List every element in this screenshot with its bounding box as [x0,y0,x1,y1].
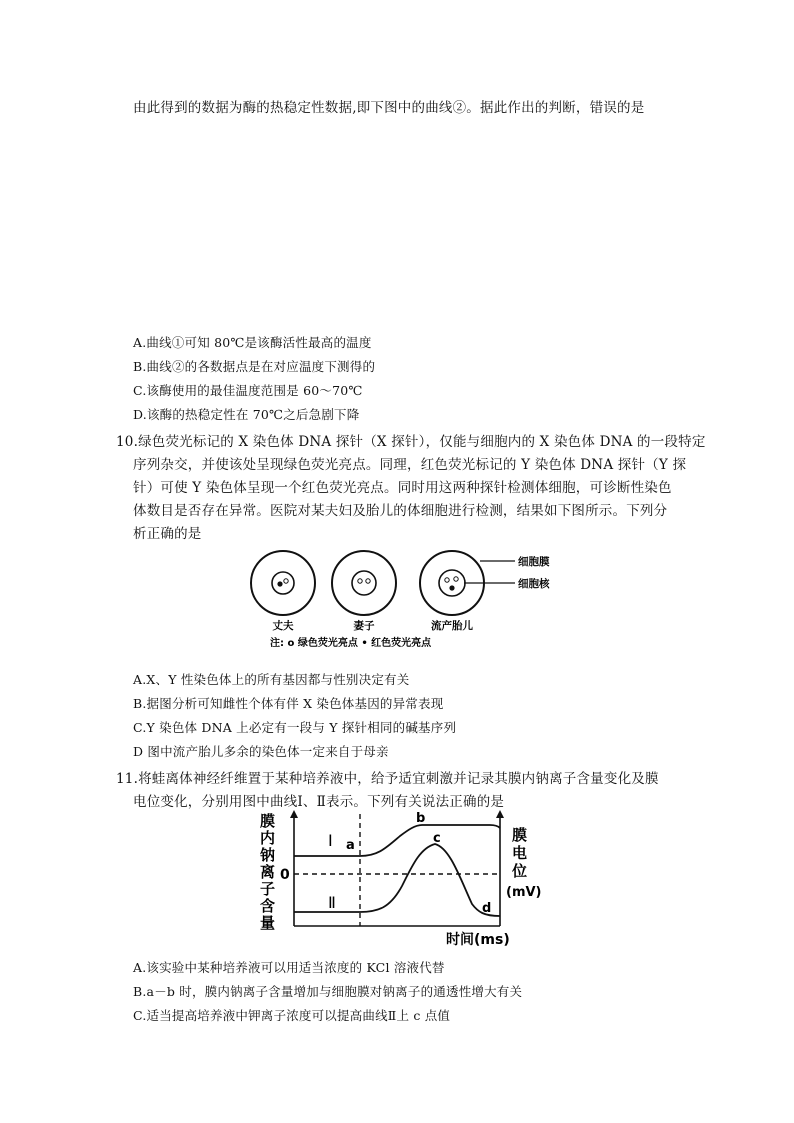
point-a-label: a [346,838,355,853]
svg-text:位: 位 [512,862,528,880]
q10-stem-line: 10.绿色荧光标记的 X 染色体 DNA 探针（X 探针），仅能与细胞内的 X 染色体 DNA 的一段特定 [116,434,706,450]
svg-text:膜: 膜 [260,812,276,830]
q11-option-a: A.该实验中某种培养液可以用适当浓度的 KCl 溶液代替 [133,960,445,975]
red-dot [449,585,454,590]
svg-text:量: 量 [260,914,276,932]
svg-text:内: 内 [260,829,276,847]
q11-stem-line: 电位变化，分别用图中曲线Ⅰ、Ⅱ表示。下列有关说法正确的是 [133,794,505,810]
q10-option-c: C.Y 染色体 DNA 上必定有一段与 Y 探针相同的碱基序列 [133,720,457,735]
q11-graph [250,808,550,950]
label-nucleus: 细胞核 [518,578,550,590]
label-wife: 妻子 [353,620,375,632]
q10-cell-figure [240,548,580,654]
q9-option-d: D.该酶的热稳定性在 70℃之后急剧下降 [133,407,360,422]
left-axis-label [260,812,275,932]
q9-option-b: B.曲线②的各数据点是在对应温度下测得的 [133,359,376,374]
q10-stem-line: 序列杂交，并使该处呈现绿色荧光亮点。同理，红色荧光标记的 Y 染色体 DNA 探针（Y 探 [133,457,687,473]
right-axis-unit: (mV) [506,885,542,900]
wife-cell [332,551,396,615]
curve-I-label: Ⅰ [328,831,333,850]
q9-option-a: A.曲线①可知 80℃是该酶活性最高的温度 [133,335,372,350]
svg-text:离: 离 [260,863,276,881]
zero-label: 0 [280,867,290,883]
green-dot [358,579,362,583]
curve-II-label: Ⅱ [328,893,336,912]
q10-option-d: D 图中流产胎儿多余的染色体一定来自于母亲 [133,744,389,759]
q10-stem-line: 析正确的是 [133,526,202,542]
point-c-label: c [433,831,441,846]
q11-option-b: B.a－b 时，膜内钠离子含量增加与细胞膜对钠离子的通透性增大有关 [133,984,523,999]
intro-line: 由此得到的数据为酶的热稳定性数据,即下图中的曲线②。据此作出的判断，错误的是 [133,100,645,116]
green-dot [366,579,370,583]
green-dot [445,578,449,582]
svg-text:含: 含 [260,897,276,915]
point-d-label: d [482,901,492,916]
figure-note: 注: o 绿色荧光亮点 • 红色荧光亮点 [270,638,432,649]
point-b-label: b [416,811,426,826]
q10-stem-line: 针）可使 Y 染色体呈现一个红色荧光亮点。同时用这两种探针检测体细胞，可诊断性染色 [133,480,672,496]
label-fetus: 流产胎儿 [431,620,473,632]
svg-text:钠: 钠 [260,846,276,864]
q9-option-c: C.该酶使用的最佳温度范围是 60～70℃ [133,383,363,398]
husband-cell [251,551,315,615]
q11-stem-line: 11.将蛙离体神经纤维置于某种培养液中，给予适宜刺激并记录其膜内钠离子含量变化及膜 [116,771,659,787]
q10-stem-line: 体数目是否存在异常。医院对某夫妇及胎儿的体细胞进行检测，结果如下图所示。下列分 [133,503,668,519]
label-husband: 丈夫 [272,620,294,632]
q11-option-c: C.适当提高培养液中钾离子浓度可以提高曲线Ⅱ上 c 点值 [133,1008,451,1023]
right-axis-label [511,826,527,880]
red-dot [277,581,282,586]
curve-II [294,844,500,916]
q10-option-b: B.据图分析可知雌性个体有伴 X 染色体基因的异常表现 [133,696,444,711]
curve-I [294,825,500,856]
svg-text:子: 子 [260,880,276,898]
label-membrane: 细胞膜 [518,556,550,568]
green-dot [454,577,458,581]
q10-option-a: A.X、Y 性染色体上的所有基因都与性别决定有关 [133,672,410,687]
x-axis-label: 时间(ms) [446,932,510,948]
svg-text:电: 电 [512,844,528,862]
svg-text:膜: 膜 [512,826,528,844]
green-dot [284,579,288,583]
